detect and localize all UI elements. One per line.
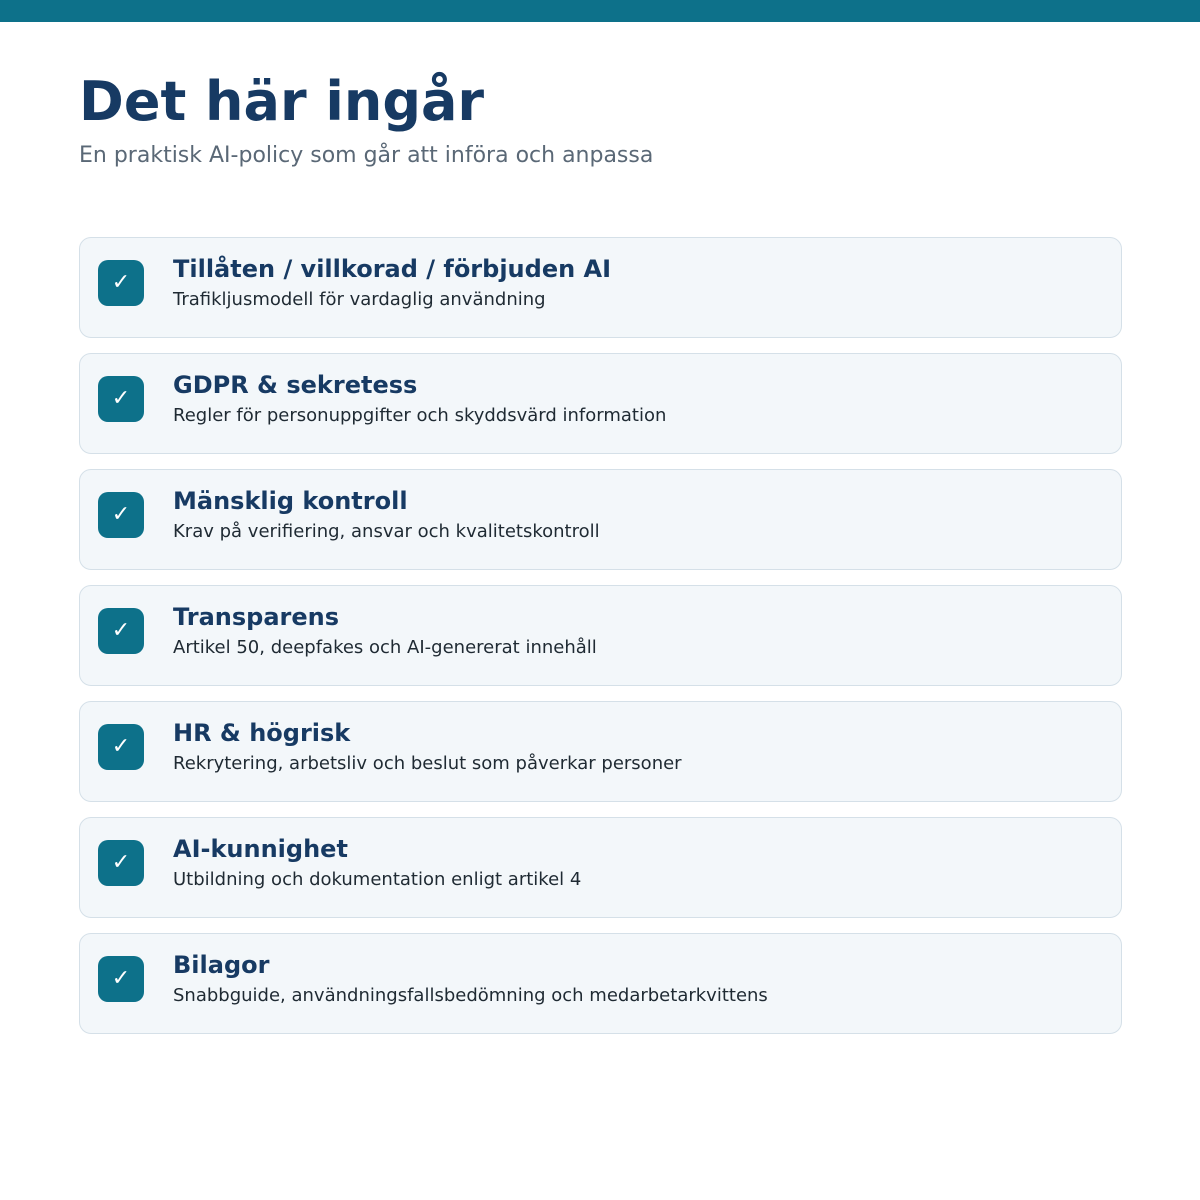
item-title: GDPR & sekretess [173, 371, 418, 399]
item-description: Regler för personuppgifter och skyddsvärd information [173, 405, 667, 426]
item-title: Transparens [173, 603, 339, 631]
item-text [173, 602, 597, 660]
item-title: Mänsklig kontroll [173, 487, 408, 515]
item-description: Krav på verifiering, ansvar och kvalitetskontroll [173, 521, 600, 542]
list-item [79, 237, 1122, 338]
list-item [79, 585, 1122, 686]
list-item [79, 933, 1122, 1034]
item-description: Utbildning och dokumentation enligt artikel 4 [173, 869, 582, 890]
check-icon: ✓ [98, 608, 144, 654]
check-icon: ✓ [98, 260, 144, 306]
item-title: AI-kunnighet [173, 835, 348, 863]
item-text [173, 718, 682, 776]
list-item [79, 817, 1122, 918]
item-text [173, 834, 581, 892]
list-item [79, 701, 1122, 802]
item-text [173, 950, 768, 1008]
list-item [79, 469, 1122, 570]
item-text [173, 254, 611, 312]
item-text [173, 370, 666, 428]
item-description: Trafikljusmodell för vardaglig användning [173, 289, 546, 310]
item-description: Artikel 50, deepfakes och AI-genererat innehåll [173, 637, 597, 658]
item-description: Rekrytering, arbetsliv och beslut som påverkar personer [173, 753, 682, 774]
item-title: Bilagor [173, 951, 270, 979]
check-icon: ✓ [98, 376, 144, 422]
page-subtitle: En praktisk AI-policy som går att införa och anpassa [79, 143, 654, 168]
page-title: Det här ingår [79, 70, 485, 133]
item-text [173, 486, 600, 544]
item-description: Snabbguide, användningsfallsbedömning och medarbetarkvittens [173, 985, 768, 1006]
check-icon: ✓ [98, 724, 144, 770]
item-title: HR & högrisk [173, 719, 351, 747]
check-icon: ✓ [98, 492, 144, 538]
header [79, 70, 653, 170]
top-accent-bar [0, 0, 1200, 22]
check-icon: ✓ [98, 956, 144, 1002]
item-title: Tillåten / villkorad / förbjuden AI [173, 255, 612, 283]
included-items-list [79, 237, 1122, 1049]
list-item [79, 353, 1122, 454]
check-icon: ✓ [98, 840, 144, 886]
